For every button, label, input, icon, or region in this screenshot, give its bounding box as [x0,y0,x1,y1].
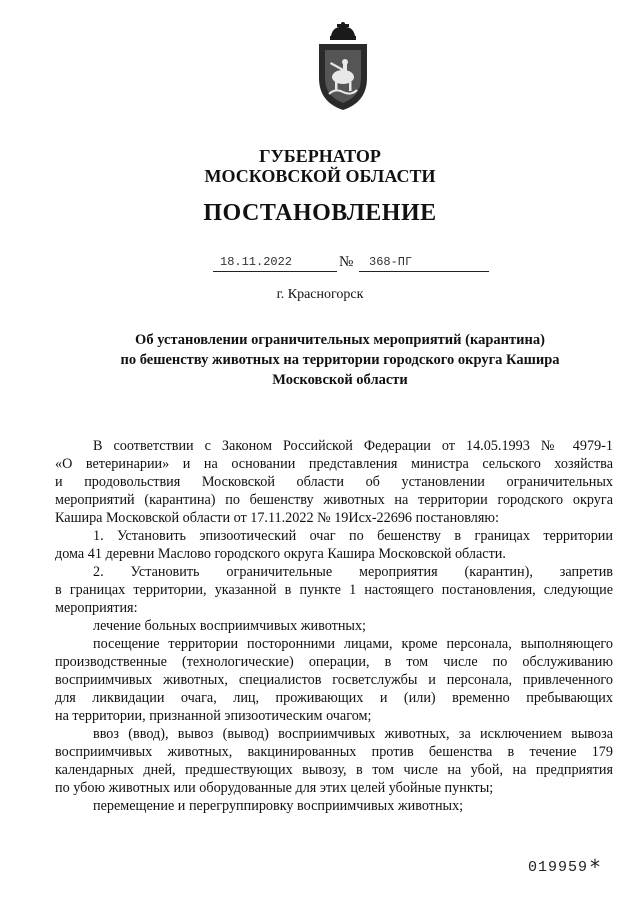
issuer-line-1: ГУБЕРНАТОР [259,146,381,166]
text-line: и продовольствия Московской области об установлении ограничительных [55,474,613,490]
title-line: по бешенству животных на территории городского округа Кашира [120,352,560,368]
title-line: Московской области [272,372,408,388]
title-line: Об установлении ограничительных мероприятий (карантина) [135,332,545,348]
text-line: восприимчивых животных, специалистов госветслужбы и персонала, привлеченного [55,672,613,688]
text-line: по убою животных или оборудованные для этих целей убойные пункты; [55,780,494,796]
restriction-item [55,635,613,725]
restriction-item [55,617,613,635]
text-line: в границах территории, указанной в пункте 1 настоящего постановления, следующие [55,582,613,598]
serial-number-stamp: 019959 [528,859,589,876]
moscow-oblast-coat-of-arms-icon [313,22,373,112]
paragraph-item-1 [55,527,613,563]
document-number: 368-ПГ [369,255,413,269]
number-field [359,254,489,272]
number-sign: № [339,254,354,270]
text-line: мероприятий (карантина) по бешенству животных на территории городского округа [55,492,613,508]
text-line: 1. Установить эпизоотический очаг по бешенству в границах территории [93,528,613,544]
document-body [55,437,613,815]
text-line: ввоз (ввод), вывоз (вывод) восприимчивых животных, за исключением вывоза [93,726,613,742]
text-line: мероприятия: [55,600,138,616]
text-line: В соответствии с Законом Российской Федерации от 14.05.1993 № 4979-1 [93,438,613,454]
text-line: производственные (технологические) операции, в том числе по обслуживанию [55,654,613,670]
text-line: на территории, признанной эпизоотическим очагом; [55,708,372,724]
date-field [213,254,337,272]
text-line: перемещение и перегруппировку восприимчивых животных; [93,798,464,814]
text-line: восприимчивых животных, вакцинированных против бешенства в течение 179 [55,744,613,760]
paragraph-item-2 [55,563,613,617]
registration-line [0,254,640,276]
text-line: Кашира Московской области от 17.11.2022 № 19Исх-22696 постановляю: [55,510,499,526]
document-date: 18.11.2022 [220,255,293,269]
document-type-heading: ПОСТАНОВЛЕНИЕ [203,200,437,226]
document-title [80,330,600,390]
restriction-item [55,797,613,815]
text-line: лечение больных восприимчивых животных; [93,618,366,634]
issuer-line-2: МОСКОВСКОЙ ОБЛАСТИ [204,166,436,186]
text-line: для ликвидации очага, лиц, проживающих и (или) временно пребывающих [55,690,613,706]
text-line: календарных дней, предшествующих вывозу, в том числе на убой, на предприятия [55,762,613,778]
text-line: посещение территории посторонними лицами, кроме персонала, выполняющего [93,636,613,652]
text-line: «О ветеринарии» и на основании представления министра сельского хозяйства [55,456,613,472]
restriction-item [55,725,613,797]
asterisk-mark: * [590,855,600,879]
text-line: 2. Установить ограничительные мероприятия (карантин), запретив [93,564,613,580]
city-of-issue: г. Красногорск [276,287,364,302]
text-line: дома 41 деревни Маслово городского округа Кашира Московской области. [55,546,506,562]
paragraph-preamble [55,437,613,527]
